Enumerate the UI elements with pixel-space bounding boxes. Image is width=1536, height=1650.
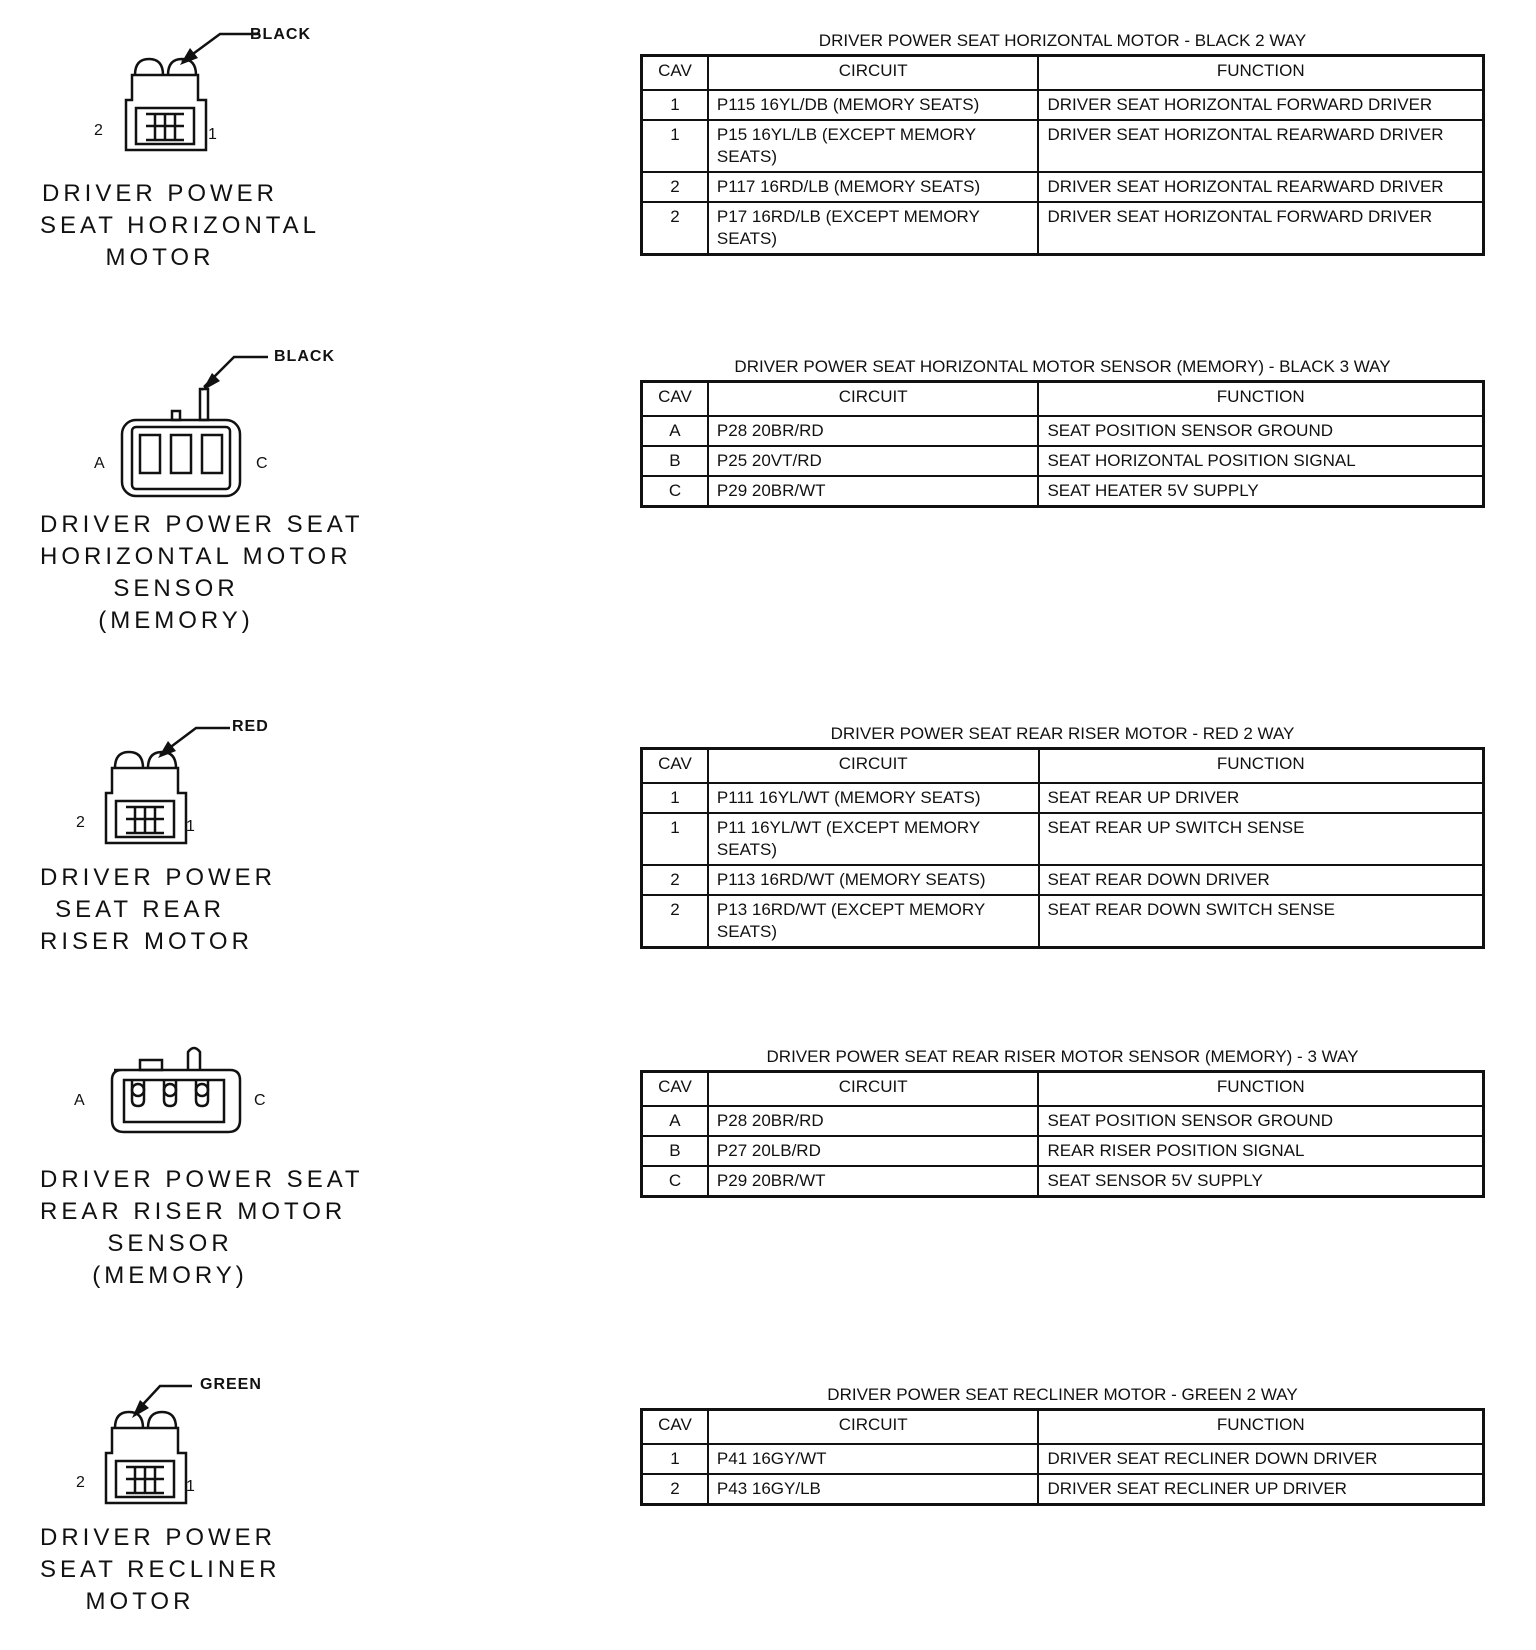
header-circuit: CIRCUIT [708,382,1039,417]
table-header-row [642,382,1484,417]
table-row [642,202,1484,255]
cell-circuit: P15 16YL/LB (EXCEPT MEMORY SEATS) [708,120,1039,172]
table-row [642,1474,1484,1505]
pin-label-left: A [94,455,105,472]
connector-diagram-recliner-motor [40,1370,340,1640]
cell-cav: 2 [642,172,708,202]
pin-label-left: 2 [76,1474,85,1491]
connector-name-line: DRIVER POWER [41,180,278,207]
table-row [642,895,1484,948]
cell-function: SEAT POSITION SENSOR GROUND [1038,1106,1483,1136]
pinout-table [640,54,1485,256]
cell-function: SEAT SENSOR 5V SUPPLY [1038,1166,1483,1197]
pinout-table [640,1070,1485,1198]
header-circuit: CIRCUIT [708,1072,1039,1107]
pinout-table-horizontal-motor [640,28,1485,256]
header-circuit: CIRCUIT [708,749,1039,784]
cell-function: SEAT REAR UP SWITCH SENSE [1039,813,1484,865]
table-row [642,783,1484,813]
table-title: DRIVER POWER SEAT REAR RISER MOTOR SENSOR (MEMORY) - 3 WAY [766,1047,1359,1066]
pinout-table-horizontal-sensor [640,354,1485,508]
cell-cav: 2 [642,202,708,255]
cell-circuit: P117 16RD/LB (MEMORY SEATS) [708,172,1039,202]
table-row [642,90,1484,120]
cell-cav: 1 [642,813,708,865]
connector-name-line: (MEMORY) [98,607,254,634]
header-function: FUNCTION [1038,382,1483,417]
table-row [642,1136,1484,1166]
table-row [642,172,1484,202]
cell-cav: B [642,446,708,476]
cell-circuit: P29 20BR/WT [708,1166,1039,1197]
connector-name [40,1522,281,1618]
cell-circuit: P17 16RD/LB (EXCEPT MEMORY SEATS) [708,202,1039,255]
cell-cav: A [642,1106,708,1136]
table-row [642,120,1484,172]
header-cav: CAV [642,1072,708,1107]
cell-cav: 2 [642,1474,708,1505]
connector-name-line: DRIVER POWER [40,1524,277,1551]
cell-circuit: P27 20LB/RD [708,1136,1039,1166]
pin-label-right: 1 [186,1478,195,1495]
table-row [642,446,1484,476]
pinout-table-rear-riser-motor [640,721,1485,949]
header-cav: CAV [642,382,708,417]
connector-color-tag: RED [232,718,269,735]
header-function: FUNCTION [1038,1072,1483,1107]
three-way-round-sensor-connector-icon [40,1030,360,1140]
connector-name-line: (MEMORY) [92,1262,248,1289]
cell-circuit: P111 16YL/WT (MEMORY SEATS) [708,783,1039,813]
table-row [642,416,1484,446]
cell-function: DRIVER SEAT RECLINER UP DRIVER [1038,1474,1483,1505]
table-title: DRIVER POWER SEAT REAR RISER MOTOR - RED 2 WAY [830,724,1295,743]
cell-cav: 2 [642,895,708,948]
cell-circuit: P28 20BR/RD [708,1106,1039,1136]
connector-name [40,509,364,637]
connector-name-line: SEAT RECLINER [40,1556,281,1583]
pinout-table-recliner-motor [640,1382,1485,1506]
cell-function: DRIVER SEAT HORIZONTAL REARWARD DRIVER [1038,120,1483,172]
connector-name-line: SENSOR [107,1230,233,1257]
connector-name-line: HORIZONTAL MOTOR [40,543,352,570]
three-way-sensor-connector-icon [40,345,360,505]
pin-label-right: C [256,455,268,472]
connector-name-line: SEAT REAR [55,896,225,923]
header-cav: CAV [642,749,708,784]
cell-circuit: P41 16GY/WT [708,1444,1039,1474]
connector-name-line: SENSOR [113,575,239,602]
table-row [642,865,1484,895]
connector-name-line: REAR RISER MOTOR [40,1198,347,1225]
cell-function: DRIVER SEAT HORIZONTAL FORWARD DRIVER [1038,202,1483,255]
cell-function: REAR RISER POSITION SIGNAL [1038,1136,1483,1166]
cell-cav: 1 [642,90,708,120]
connector-name [40,862,277,958]
header-function: FUNCTION [1038,56,1483,91]
cell-function: DRIVER SEAT RECLINER DOWN DRIVER [1038,1444,1483,1474]
table-header-row [642,749,1484,784]
connector-name-line: DRIVER POWER [40,864,277,891]
pin-label-left: A [74,1092,85,1109]
pin-label-left: 2 [94,122,103,139]
cell-function: SEAT HEATER 5V SUPPLY [1038,476,1483,507]
table-title: DRIVER POWER SEAT HORIZONTAL MOTOR SENSOR (MEMORY) - BLACK 3 WAY [734,357,1391,376]
connector-name-line: MOTOR [85,1588,195,1615]
connector-name-line: DRIVER POWER SEAT [40,511,364,538]
connector-color-tag: BLACK [250,26,311,43]
connector-name-line: RISER MOTOR [40,928,253,955]
header-circuit: CIRCUIT [708,1410,1039,1445]
table-header-row [642,56,1484,91]
cell-circuit: P28 20BR/RD [708,416,1039,446]
cell-circuit: P43 16GY/LB [708,1474,1039,1505]
cell-function: SEAT REAR DOWN SWITCH SENSE [1039,895,1484,948]
cell-circuit: P25 20VT/RD [708,446,1039,476]
cell-circuit: P11 16YL/WT (EXCEPT MEMORY SEATS) [708,813,1039,865]
pin-label-right: 1 [208,126,217,143]
cell-cav: 1 [642,120,708,172]
cell-function: SEAT REAR UP DRIVER [1039,783,1484,813]
connector-color-tag: GREEN [200,1376,262,1393]
header-circuit: CIRCUIT [708,56,1039,91]
cell-cav: 1 [642,1444,708,1474]
header-function: FUNCTION [1039,749,1484,784]
table-row [642,476,1484,507]
table-title: DRIVER POWER SEAT HORIZONTAL MOTOR - BLACK 2 WAY [818,31,1307,50]
cell-function: DRIVER SEAT HORIZONTAL FORWARD DRIVER [1038,90,1483,120]
pin-label-right: C [254,1092,266,1109]
header-function: FUNCTION [1038,1410,1483,1445]
pin-label-right: 1 [186,818,195,835]
cell-cav: 2 [642,865,708,895]
connector-name [40,1164,364,1292]
cell-cav: C [642,1166,708,1197]
table-row [642,1166,1484,1197]
table-header-row [642,1410,1484,1445]
connector-diagram-horizontal-motor [40,20,340,280]
connector-name [40,178,321,274]
cell-circuit: P29 20BR/WT [708,476,1039,507]
cell-circuit: P13 16RD/WT (EXCEPT MEMORY SEATS) [708,895,1039,948]
header-cav: CAV [642,1410,708,1445]
connector-name-line: SEAT HORIZONTAL [40,212,321,239]
table-title: DRIVER POWER SEAT RECLINER MOTOR - GREEN 2 WAY [827,1385,1298,1404]
connector-diagram-rear-riser-sensor [40,1030,364,1330]
cell-cav: 1 [642,783,708,813]
cell-function: SEAT REAR DOWN DRIVER [1039,865,1484,895]
table-row [642,813,1484,865]
pin-label-left: 2 [76,814,85,831]
cell-circuit: P113 16RD/WT (MEMORY SEATS) [708,865,1039,895]
table-header-row [642,1072,1484,1107]
connector-diagram-horizontal-sensor [40,345,364,645]
cell-cav: C [642,476,708,507]
pinout-table-rear-riser-sensor [640,1044,1485,1198]
connector-name-line: MOTOR [105,244,215,271]
connector-color-tag: BLACK [274,348,335,365]
pinout-table [640,380,1485,508]
table-row [642,1106,1484,1136]
table-row [642,1444,1484,1474]
cell-circuit: P115 16YL/DB (MEMORY SEATS) [708,90,1039,120]
pinout-table [640,1408,1485,1506]
connector-name-line: DRIVER POWER SEAT [40,1166,364,1193]
cell-cav: B [642,1136,708,1166]
cell-function: DRIVER SEAT HORIZONTAL REARWARD DRIVER [1038,172,1483,202]
cell-cav: A [642,416,708,446]
pinout-table [640,747,1485,949]
connector-diagram-rear-riser-motor [40,710,340,970]
cell-function: SEAT POSITION SENSOR GROUND [1038,416,1483,446]
header-cav: CAV [642,56,708,91]
cell-function: SEAT HORIZONTAL POSITION SIGNAL [1038,446,1483,476]
